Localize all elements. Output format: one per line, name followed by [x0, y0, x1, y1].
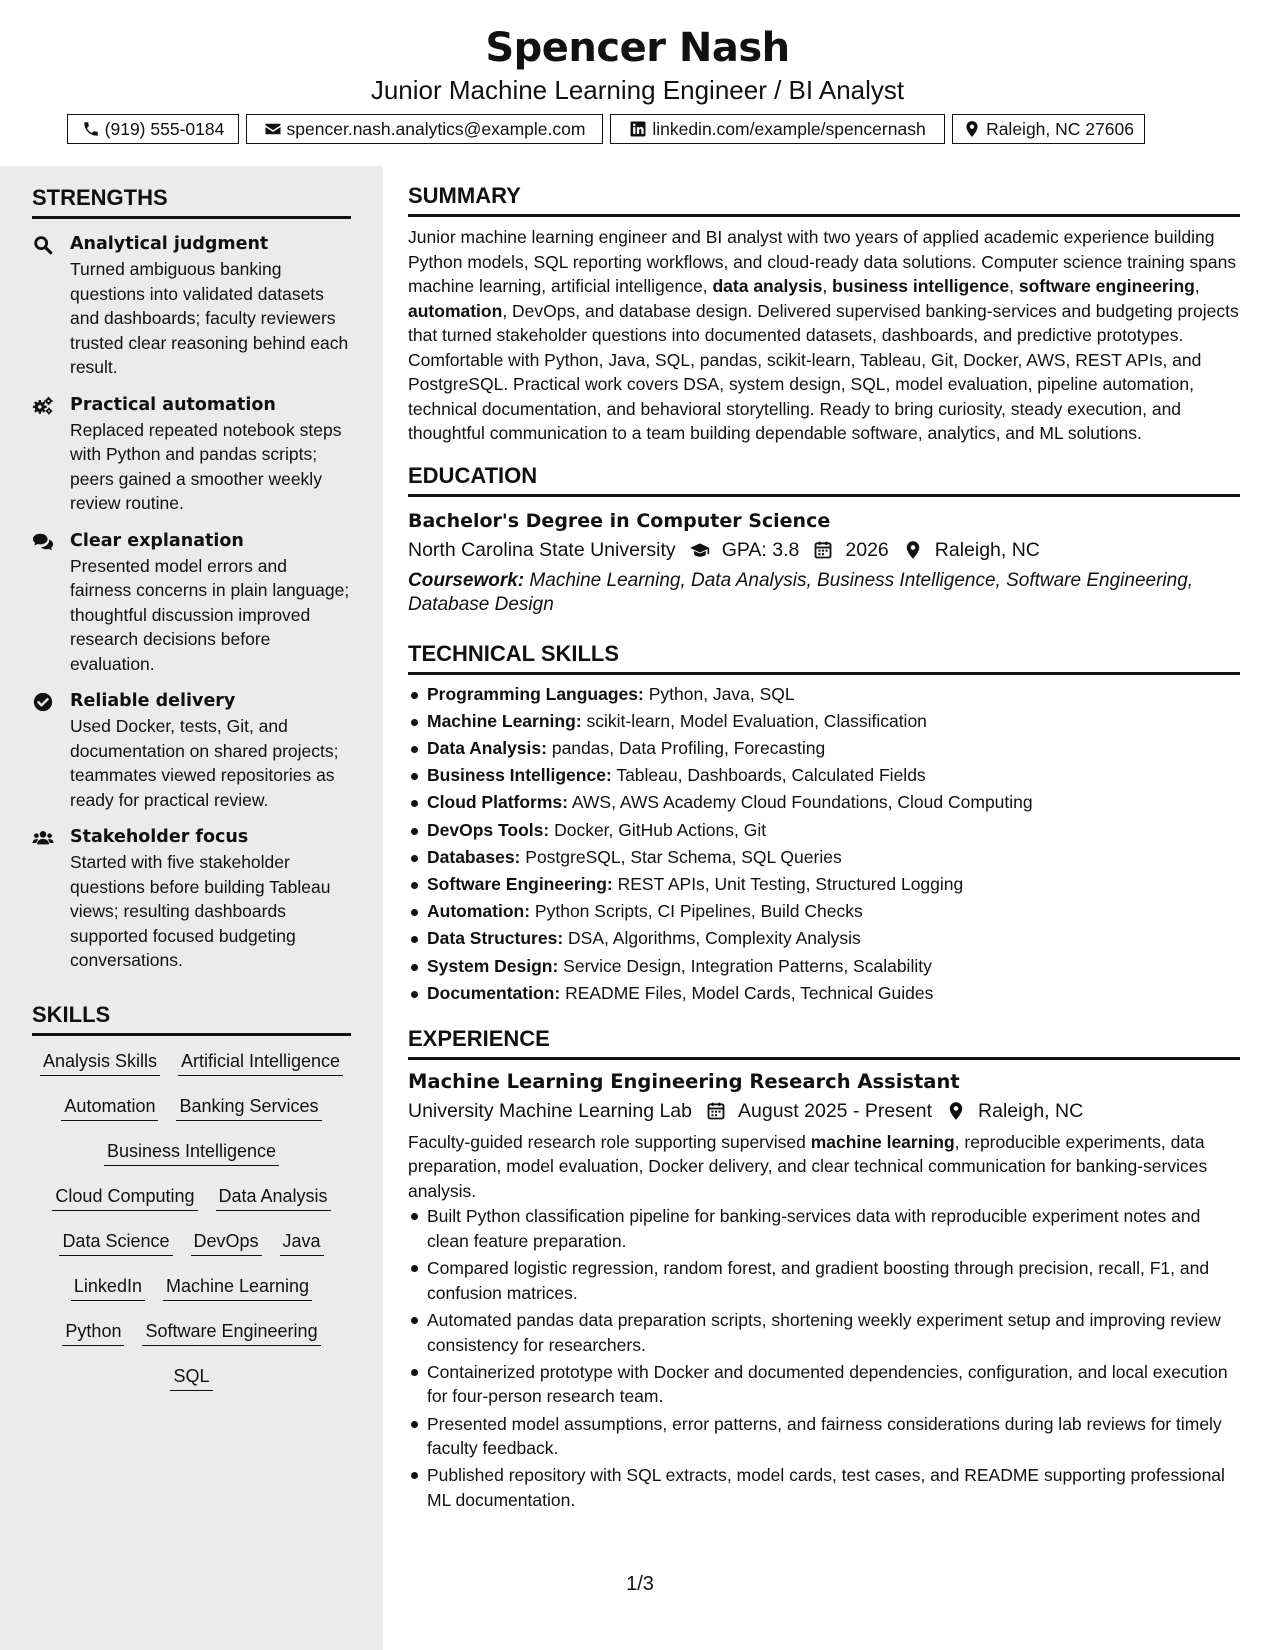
- phone-icon: [82, 120, 100, 138]
- strength-text: Turned ambiguous banking questions into validated datasets and dashboards; faculty reviewers trusted clear reasoning behind each result.: [70, 259, 349, 377]
- strength-title: Stakeholder focus: [70, 827, 249, 847]
- degree-title: Bachelor's Degree in Computer Science: [408, 509, 831, 532]
- skill-tag: Data Analysis: [216, 1184, 331, 1211]
- users-icon: [32, 827, 54, 849]
- graduation-year: 2026: [845, 538, 889, 561]
- list-item: Databases: PostgreSQL, Star Schema, SQL Queries: [408, 844, 1240, 871]
- skill-tag: SQL: [170, 1364, 212, 1391]
- strength-item: [32, 528, 351, 677]
- technical-skills-list: [408, 681, 1240, 1007]
- technical-skills-heading: TECHNICAL SKILLS: [408, 638, 1240, 675]
- list-item: Software Engineering: REST APIs, Unit Testing, Structured Logging: [408, 871, 1240, 898]
- list-item: Published repository with SQL extracts, model cards, test cases, and README supporting professional ML documentation.: [408, 1463, 1240, 1512]
- map-marker-icon: [946, 1101, 966, 1121]
- list-item: Documentation: README Files, Model Cards, Technical Guides: [408, 980, 1240, 1007]
- list-item: Compared logistic regression, random forest, and gradient boosting through precision, recall, F1, and confusion matrices.: [408, 1256, 1240, 1305]
- job-dates: August 2025 - Present: [738, 1099, 933, 1122]
- contact-location: [952, 114, 1145, 144]
- skill-tag: Analysis Skills: [40, 1049, 160, 1076]
- strength-item: [32, 824, 351, 973]
- check-circle-icon: [32, 691, 54, 713]
- calendar-icon: [706, 1101, 726, 1121]
- linkedin-icon: [629, 120, 647, 138]
- map-marker-icon: [963, 120, 981, 138]
- summary-heading: SUMMARY: [408, 180, 1240, 217]
- list-item: Programming Languages: Python, Java, SQL: [408, 681, 1240, 708]
- skill-tag: Data Science: [59, 1229, 172, 1256]
- skill-tag: Business Intelligence: [104, 1139, 279, 1166]
- search-icon: [32, 234, 54, 256]
- list-item: DevOps Tools: Docker, GitHub Actions, Git: [408, 817, 1240, 844]
- contact-bar: [67, 114, 1207, 144]
- skill-tag: Java: [280, 1229, 324, 1256]
- education-heading: EDUCATION: [408, 460, 1240, 497]
- strength-text: Replaced repeated notebook steps with Python and pandas scripts; peers gained a smoother weekly review routine.: [70, 419, 342, 513]
- contact-email[interactable]: [246, 114, 603, 144]
- comments-icon: [32, 531, 54, 553]
- job-location: Raleigh, NC: [978, 1099, 1084, 1122]
- list-item: Data Analysis: pandas, Data Profiling, Forecasting: [408, 735, 1240, 762]
- envelope-icon: [264, 120, 282, 138]
- education-location: Raleigh, NC: [934, 538, 1040, 561]
- tag-row: [32, 1355, 351, 1400]
- list-item: Data Structures: DSA, Algorithms, Complexity Analysis: [408, 925, 1240, 952]
- skill-tags: [32, 1040, 351, 1400]
- list-item: Cloud Platforms: AWS, AWS Academy Cloud Foundations, Cloud Computing: [408, 789, 1240, 816]
- list-item: Automated pandas data preparation scripts, shortening weekly experiment setup and improving review consistency for researchers.: [408, 1308, 1240, 1357]
- list-item: Business Intelligence: Tableau, Dashboards, Calculated Fields: [408, 762, 1240, 789]
- contact-linkedin[interactable]: [610, 114, 945, 144]
- tag-row: [32, 1310, 351, 1355]
- job-org: University Machine Learning Lab: [408, 1099, 692, 1122]
- tag-row: [32, 1130, 351, 1175]
- skill-tag: LinkedIn: [71, 1274, 145, 1301]
- phone-text: (919) 555-0184: [104, 118, 225, 139]
- job-description: Faculty-guided research role supporting supervised machine learning, reproducible experiments, data preparation, model evaluation, Docker delivery, and clear technical communication for banking-services analysis.: [408, 1131, 1208, 1201]
- candidate-role: Junior Machine Learning Engineer / BI Analyst: [370, 75, 905, 105]
- skill-tag: DevOps: [191, 1229, 262, 1256]
- education-meta: [408, 535, 1240, 565]
- skill-tag: Banking Services: [176, 1094, 321, 1121]
- map-marker-icon: [903, 540, 923, 560]
- strength-title: Clear explanation: [70, 530, 244, 551]
- graduation-cap-icon: [690, 540, 710, 560]
- candidate-name: Spencer Nash: [485, 25, 790, 71]
- list-item: Built Python classification pipeline for banking-services data with reproducible experiment notes and clean feature preparation.: [408, 1204, 1240, 1253]
- linkedin-text: linkedin.com/example/spencernash: [652, 118, 926, 139]
- main-column: [408, 180, 1240, 1515]
- calendar-icon: [813, 540, 833, 560]
- list-item: Containerized prototype with Docker and documented dependencies, configuration, and local execution for four-person research team.: [408, 1360, 1240, 1409]
- job-title: Machine Learning Engineering Research Assistant: [408, 1069, 960, 1093]
- gpa-text: GPA: 3.8: [721, 538, 800, 561]
- school-name: North Carolina State University: [408, 538, 676, 561]
- tag-row: [32, 1220, 351, 1265]
- strength-text: Used Docker, tests, Git, and documentation on shared projects; teammates viewed repositories as ready for practical review.: [70, 716, 339, 810]
- skill-tag: Artificial Intelligence: [178, 1049, 343, 1076]
- tag-row: [32, 1040, 351, 1085]
- strengths-heading: STRENGTHS: [32, 182, 351, 219]
- skill-tag: Cloud Computing: [52, 1184, 197, 1211]
- job-bullets: [408, 1204, 1240, 1512]
- experience-heading: EXPERIENCE: [408, 1023, 1240, 1060]
- job-meta: [408, 1096, 1240, 1126]
- list-item: System Design: Service Design, Integration Patterns, Scalability: [408, 953, 1240, 980]
- skill-tag: Python: [62, 1319, 124, 1346]
- gears-icon: [32, 395, 54, 417]
- location-text: Raleigh, NC 27606: [986, 118, 1134, 139]
- strength-text: Started with five stakeholder questions before building Tableau views; resulting dashboards supported focused budgeting conversations.: [70, 852, 331, 970]
- list-item: Presented model assumptions, error patterns, and fairness considerations during lab reviews for timely faculty feedback.: [408, 1412, 1240, 1461]
- tag-row: [32, 1085, 351, 1130]
- contact-phone[interactable]: [67, 114, 239, 144]
- strength-text: Presented model errors and fairness concerns in plain language; thoughtful discussion improved research decisions before evaluation.: [70, 555, 350, 674]
- strength-title: Reliable delivery: [70, 691, 236, 711]
- skills-heading: SKILLS: [32, 999, 351, 1036]
- resume-header: [0, 0, 1275, 166]
- summary-text: Junior machine learning engineer and BI analyst with two years of applied academic experience building Python models, SQL reporting workflows, and cloud-ready data solutions. Computer science training spans machine learning, artificial intelligence, data analysis, business intelligence, software engineering, automation, DevOps, and database design. Delivered supervised banking-services and budgeting projects that turned stakeholder questions into documented datasets, dashboards, and predictive prototypes. Comfortable with Python, Java, SQL, pandas, scikit-learn, Tableau, Git, Docker, AWS, REST APIs, and PostgreSQL. Practical work covers DSA, system design, SQL, model evaluation, pipeline automation, technical documentation, and behavioral storytelling. Ready to bring curiosity, steady execution, and thoughtful communication to a team building dependable software, analytics, and ML solutions.: [408, 227, 1239, 443]
- strength-item: [32, 392, 351, 516]
- sidebar: [0, 166, 383, 1650]
- skill-tag: Software Engineering: [142, 1319, 320, 1346]
- tag-row: [32, 1265, 351, 1310]
- page-number: 1/3: [626, 1573, 654, 1595]
- strength-title: Practical automation: [70, 394, 276, 415]
- list-item: Machine Learning: scikit-learn, Model Evaluation, Classification: [408, 708, 1240, 735]
- strength-title: Analytical judgment: [70, 234, 269, 254]
- strength-item: [32, 231, 351, 380]
- list-item: Automation: Python Scripts, CI Pipelines, Build Checks: [408, 898, 1240, 925]
- skill-tag: Automation: [61, 1094, 158, 1121]
- skill-tag: Machine Learning: [163, 1274, 312, 1301]
- tag-row: [32, 1175, 351, 1220]
- coursework: Coursework: Machine Learning, Data Analysis, Business Intelligence, Software Engineering, Database Design: [408, 569, 1194, 615]
- email-text: spencer.nash.analytics@example.com: [286, 118, 586, 139]
- job-entry: [408, 1068, 1240, 1512]
- strength-item: [32, 688, 351, 812]
